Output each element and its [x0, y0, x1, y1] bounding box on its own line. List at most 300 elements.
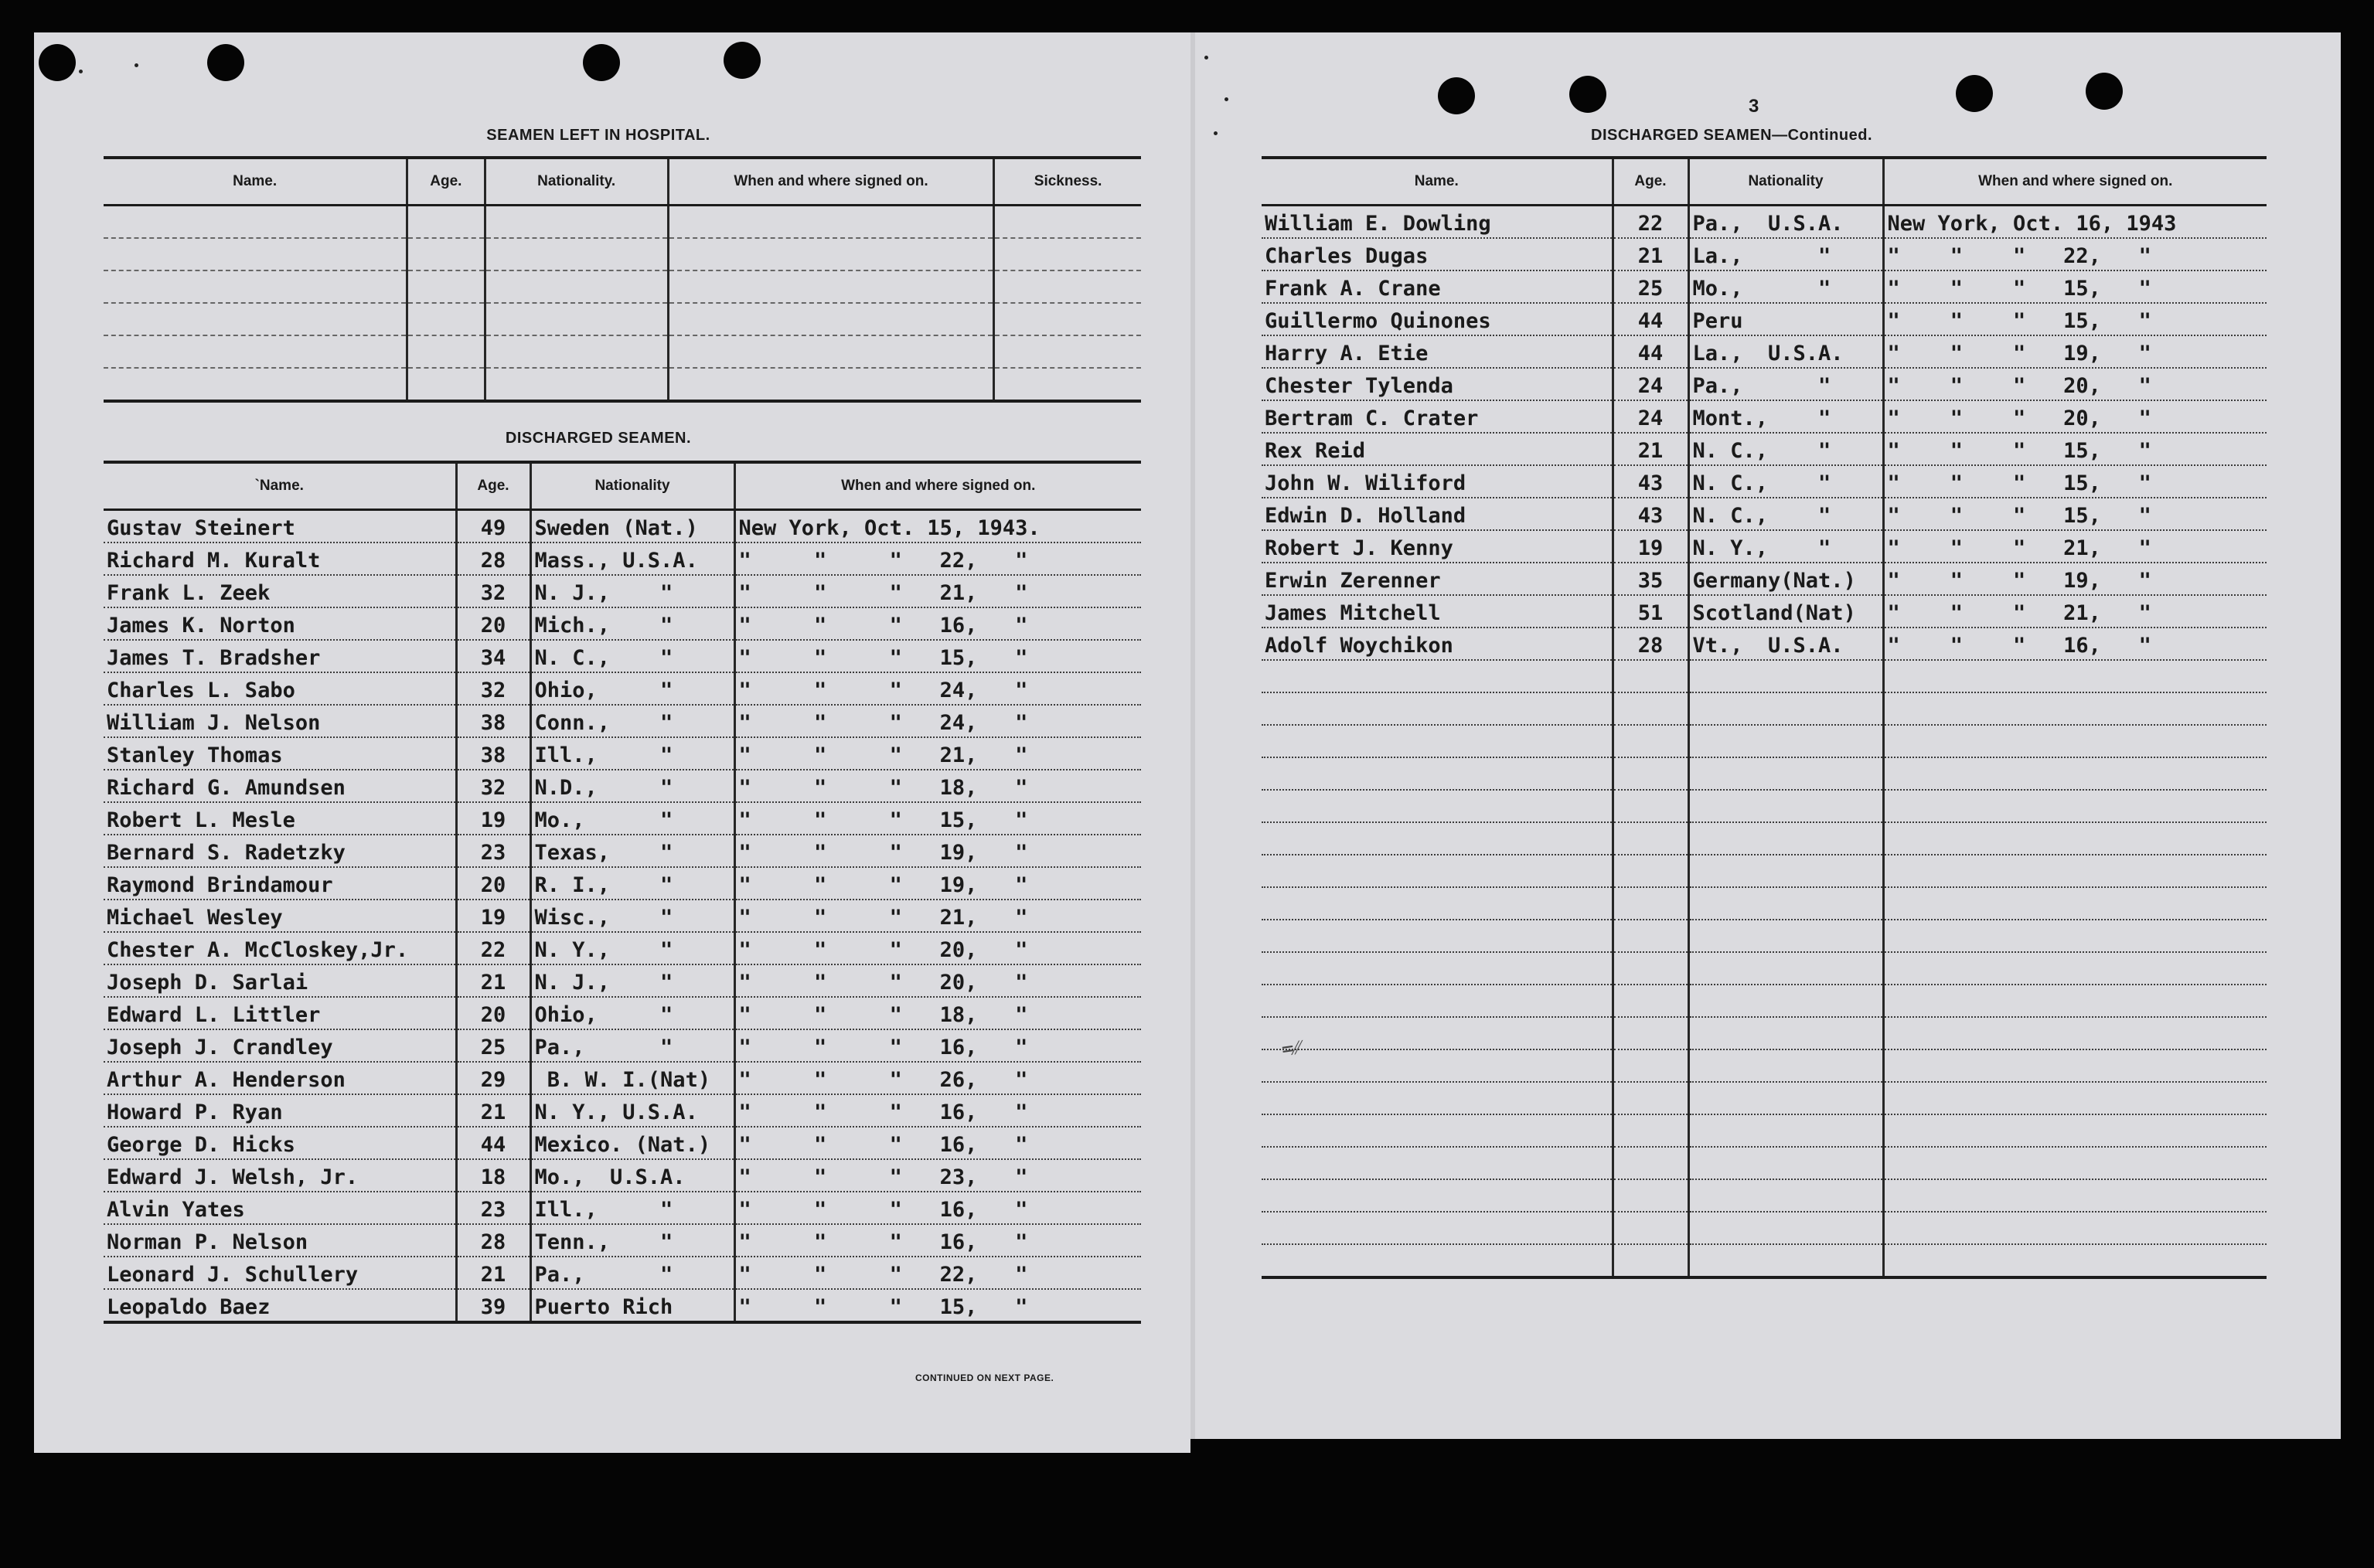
signed-on-cell: " " " 22, "	[734, 543, 1141, 575]
nationality-cell: La., "	[1688, 238, 1883, 270]
blank-cell	[994, 238, 1141, 270]
nationality-cell: Mo., U.S.A.	[530, 1159, 734, 1192]
name-cell: Harry A. Etie	[1262, 335, 1613, 368]
hospital-section-title: SEAMEN LEFT IN HOSPITAL.	[486, 127, 710, 144]
blank-cell	[1613, 1017, 1688, 1049]
pencil-mark: =⁄⁄	[1280, 1036, 1303, 1062]
blank-row	[104, 206, 1141, 239]
signed-on-cell: " " " 19, "	[1883, 335, 2267, 368]
blank-cell	[1262, 790, 1613, 822]
age-cell: 20	[456, 997, 530, 1029]
nationality-cell: Conn., "	[530, 705, 734, 737]
table-row	[1262, 270, 2267, 303]
column-header: When and where signed on.	[734, 462, 1141, 510]
age-cell: 23	[456, 835, 530, 867]
blank-cell	[1262, 692, 1613, 725]
column-header: Age.	[456, 462, 530, 510]
column-header: When and where signed on.	[1883, 158, 2267, 206]
paper-speck	[135, 63, 138, 67]
table-row	[104, 1159, 1141, 1192]
blank-row	[1262, 822, 2267, 855]
signed-on-cell: " " " 22, "	[1883, 238, 2267, 270]
blank-cell	[104, 303, 407, 335]
signed-on-cell: " " " 15, "	[1883, 498, 2267, 530]
table-row	[1262, 206, 2267, 239]
table-row	[104, 1062, 1141, 1094]
name-cell: Joseph J. Crandley	[104, 1029, 456, 1062]
blank-cell	[485, 368, 668, 401]
blank-cell	[1613, 757, 1688, 790]
blank-row	[1262, 920, 2267, 952]
blank-cell	[1688, 757, 1883, 790]
blank-cell	[104, 270, 407, 303]
blank-cell	[1613, 822, 1688, 855]
name-cell: Leopaldo Baez	[104, 1289, 456, 1322]
blank-cell	[1613, 855, 1688, 887]
blank-cell	[1688, 887, 1883, 920]
blank-cell	[1883, 1179, 2267, 1212]
nationality-cell: N. J., "	[530, 964, 734, 997]
nationality-cell: Mo., "	[1688, 270, 1883, 303]
blank-cell	[1688, 692, 1883, 725]
blank-cell	[1688, 660, 1883, 692]
signed-on-cell: " " " 24, "	[734, 705, 1141, 737]
blank-cell	[1613, 1244, 1688, 1277]
age-cell: 19	[456, 900, 530, 932]
blank-cell	[1262, 757, 1613, 790]
age-cell: 21	[456, 1094, 530, 1127]
blank-cell	[1613, 920, 1688, 952]
blank-cell	[1613, 660, 1688, 692]
blank-cell	[407, 368, 485, 401]
name-cell: Edwin D. Holland	[1262, 498, 1613, 530]
table-row	[1262, 595, 2267, 628]
paper-speck	[1214, 131, 1218, 135]
table-row	[104, 1289, 1141, 1322]
table-row	[1262, 563, 2267, 595]
nationality-cell: Mo., "	[530, 802, 734, 835]
blank-cell	[1883, 887, 2267, 920]
table-row	[104, 802, 1141, 835]
blank-cell	[1688, 725, 1883, 757]
blank-cell	[668, 238, 993, 270]
punch-hole	[2086, 73, 2123, 110]
blank-cell	[485, 335, 668, 368]
blank-cell	[1262, 887, 1613, 920]
blank-row	[1262, 725, 2267, 757]
column-header: Nationality	[1688, 158, 1883, 206]
continued-note: CONTINUED ON NEXT PAGE.	[915, 1372, 1054, 1383]
name-cell: William E. Dowling	[1262, 206, 1613, 239]
signed-on-cell: " " " 19, "	[734, 835, 1141, 867]
signed-on-cell: " " " 15, "	[734, 640, 1141, 672]
blank-cell	[668, 335, 993, 368]
blank-cell	[1883, 1114, 2267, 1147]
blank-cell	[1883, 1212, 2267, 1244]
name-cell: Howard P. Ryan	[104, 1094, 456, 1127]
age-cell: 32	[456, 575, 530, 607]
table-row	[104, 997, 1141, 1029]
blank-cell	[1262, 985, 1613, 1017]
table-row	[104, 835, 1141, 867]
blank-cell	[1262, 1212, 1613, 1244]
blank-row	[104, 335, 1141, 368]
blank-cell	[1688, 952, 1883, 985]
blank-cell	[1262, 1082, 1613, 1114]
nationality-cell: N. C., "	[530, 640, 734, 672]
name-cell: Adolf Woychikon	[1262, 628, 1613, 660]
nationality-cell: B. W. I.(Nat)	[530, 1062, 734, 1094]
blank-cell	[1883, 1017, 2267, 1049]
nationality-cell: N.D., "	[530, 770, 734, 802]
blank-cell	[1262, 725, 1613, 757]
table-row	[104, 1192, 1141, 1224]
signed-on-cell: " " " 22, "	[734, 1257, 1141, 1289]
signed-on-cell: " " " 16, "	[734, 1029, 1141, 1062]
blank-cell	[1688, 1147, 1883, 1179]
table-row	[1262, 400, 2267, 433]
table-row	[104, 867, 1141, 900]
blank-cell	[1688, 1017, 1883, 1049]
signed-on-cell: " " " 23, "	[734, 1159, 1141, 1192]
age-cell: 21	[1613, 238, 1688, 270]
blank-row	[104, 238, 1141, 270]
blank-cell	[1613, 1212, 1688, 1244]
age-cell: 44	[1613, 303, 1688, 335]
column-header: `Name.	[104, 462, 456, 510]
name-cell: James T. Bradsher	[104, 640, 456, 672]
blank-cell	[1262, 952, 1613, 985]
age-cell: 18	[456, 1159, 530, 1192]
age-cell: 29	[456, 1062, 530, 1094]
age-cell: 49	[456, 510, 530, 543]
table-row	[104, 640, 1141, 672]
blank-cell	[1262, 1017, 1613, 1049]
blank-row	[104, 368, 1141, 401]
blank-cell	[668, 270, 993, 303]
signed-on-cell: " " " 20, "	[1883, 400, 2267, 433]
name-cell: Richard M. Kuralt	[104, 543, 456, 575]
punch-hole	[1569, 76, 1606, 113]
age-cell: 44	[1613, 335, 1688, 368]
signed-on-cell: " " " 21, "	[734, 575, 1141, 607]
nationality-cell: Pa., "	[530, 1257, 734, 1289]
blank-cell	[485, 270, 668, 303]
blank-row	[1262, 1017, 2267, 1049]
age-cell: 32	[456, 672, 530, 705]
name-cell: Chester Tylenda	[1262, 368, 1613, 400]
table-row	[104, 770, 1141, 802]
nationality-cell: Wisc., "	[530, 900, 734, 932]
table-row	[1262, 465, 2267, 498]
nationality-cell: Scotland(Nat)	[1688, 595, 1883, 628]
age-cell: 35	[1613, 563, 1688, 595]
age-cell: 38	[456, 705, 530, 737]
blank-cell	[1262, 1244, 1613, 1277]
name-cell: Frank A. Crane	[1262, 270, 1613, 303]
continued-section-title: DISCHARGED SEAMEN—Continued.	[1591, 127, 1872, 144]
signed-on-cell: " " " 15, "	[734, 1289, 1141, 1322]
signed-on-cell: " " " 18, "	[734, 770, 1141, 802]
table-row	[1262, 368, 2267, 400]
nationality-cell: Pa., U.S.A.	[1688, 206, 1883, 239]
blank-cell	[1883, 952, 2267, 985]
nationality-cell: Mass., U.S.A.	[530, 543, 734, 575]
blank-cell	[1688, 920, 1883, 952]
nationality-cell: Ohio, "	[530, 672, 734, 705]
blank-row	[1262, 1147, 2267, 1179]
age-cell: 28	[456, 1224, 530, 1257]
signed-on-cell: " " " 21, "	[734, 900, 1141, 932]
blank-cell	[1262, 855, 1613, 887]
blank-cell	[1883, 985, 2267, 1017]
blank-cell	[1262, 1049, 1613, 1082]
blank-cell	[1883, 855, 2267, 887]
age-cell: 25	[456, 1029, 530, 1062]
table-row	[104, 543, 1141, 575]
signed-on-cell: " " " 26, "	[734, 1062, 1141, 1094]
signed-on-cell: " " " 16, "	[734, 607, 1141, 640]
nationality-cell: N. J., "	[530, 575, 734, 607]
column-header: Age.	[1613, 158, 1688, 206]
nationality-cell: Tenn., "	[530, 1224, 734, 1257]
blank-cell	[1688, 822, 1883, 855]
name-cell: Leonard J. Schullery	[104, 1257, 456, 1289]
page-number: 3	[1749, 96, 1759, 117]
name-cell: Edward J. Welsh, Jr.	[104, 1159, 456, 1192]
column-header: Name.	[104, 158, 407, 206]
table-row	[104, 932, 1141, 964]
age-cell: 43	[1613, 498, 1688, 530]
blank-row	[1262, 1212, 2267, 1244]
nationality-cell: N. Y., "	[530, 932, 734, 964]
blank-cell	[407, 335, 485, 368]
blank-row	[1262, 757, 2267, 790]
table-row	[1262, 498, 2267, 530]
table-row	[104, 1029, 1141, 1062]
nationality-cell: Ill., "	[530, 1192, 734, 1224]
blank-row	[1262, 952, 2267, 985]
blank-cell	[1613, 1049, 1688, 1082]
blank-cell	[1688, 985, 1883, 1017]
blank-cell	[407, 206, 485, 239]
right-page	[1190, 32, 2341, 1439]
blank-cell	[1613, 985, 1688, 1017]
paper-speck	[1204, 56, 1208, 60]
age-cell: 19	[456, 802, 530, 835]
signed-on-cell: New York, Oct. 15, 1943.	[734, 510, 1141, 543]
age-cell: 43	[1613, 465, 1688, 498]
blank-cell	[1688, 790, 1883, 822]
signed-on-cell: " " " 21, "	[734, 737, 1141, 770]
name-cell: Gustav Steinert	[104, 510, 456, 543]
nationality-cell: N. C., "	[1688, 498, 1883, 530]
blank-cell	[407, 270, 485, 303]
blank-row	[104, 303, 1141, 335]
nationality-cell: Mich., "	[530, 607, 734, 640]
name-cell: Chester A. McCloskey,Jr.	[104, 932, 456, 964]
blank-cell	[994, 335, 1141, 368]
age-cell: 38	[456, 737, 530, 770]
signed-on-cell: " " " 15, "	[1883, 433, 2267, 465]
nationality-cell: N. Y., U.S.A.	[530, 1094, 734, 1127]
column-header: Name.	[1262, 158, 1613, 206]
name-cell: George D. Hicks	[104, 1127, 456, 1159]
signed-on-cell: " " " 19, "	[1883, 563, 2267, 595]
table-row	[104, 1257, 1141, 1289]
blank-cell	[1688, 1114, 1883, 1147]
age-cell: 21	[456, 1257, 530, 1289]
blank-cell	[1883, 725, 2267, 757]
name-cell: Alvin Yates	[104, 1192, 456, 1224]
nationality-cell: Ohio, "	[530, 997, 734, 1029]
nationality-cell: Germany(Nat.)	[1688, 563, 1883, 595]
blank-cell	[1613, 692, 1688, 725]
blank-cell	[994, 270, 1141, 303]
punch-hole	[1438, 77, 1475, 114]
name-cell: Erwin Zerenner	[1262, 563, 1613, 595]
signed-on-cell: New York, Oct. 16, 1943	[1883, 206, 2267, 239]
blank-cell	[1613, 952, 1688, 985]
age-cell: 23	[456, 1192, 530, 1224]
column-header: Nationality.	[485, 158, 668, 206]
nationality-cell: N. C., "	[1688, 465, 1883, 498]
table-row	[104, 672, 1141, 705]
punch-hole	[724, 42, 761, 79]
name-cell: Robert J. Kenny	[1262, 530, 1613, 563]
blank-cell	[1688, 1212, 1883, 1244]
blank-cell	[104, 368, 407, 401]
name-cell: Raymond Brindamour	[104, 867, 456, 900]
age-cell: 20	[456, 607, 530, 640]
table-row	[104, 1094, 1141, 1127]
column-header: Sickness.	[994, 158, 1141, 206]
blank-cell	[104, 335, 407, 368]
blank-row	[1262, 692, 2267, 725]
page-gutter	[1190, 32, 1195, 1439]
blank-cell	[1883, 1147, 2267, 1179]
blank-row	[1262, 887, 2267, 920]
blank-cell	[1688, 1049, 1883, 1082]
nationality-cell: N. C., "	[1688, 433, 1883, 465]
blank-cell	[104, 238, 407, 270]
signed-on-cell: " " " 21, "	[1883, 595, 2267, 628]
signed-on-cell: " " " 20, "	[734, 964, 1141, 997]
name-cell: Charles Dugas	[1262, 238, 1613, 270]
hospital-table	[104, 156, 1141, 403]
nationality-cell: Mexico. (Nat.)	[530, 1127, 734, 1159]
blank-cell	[1613, 1082, 1688, 1114]
blank-cell	[1262, 822, 1613, 855]
blank-cell	[407, 238, 485, 270]
blank-cell	[1613, 1179, 1688, 1212]
table-row	[104, 607, 1141, 640]
blank-cell	[994, 206, 1141, 239]
blank-cell	[668, 303, 993, 335]
blank-row	[1262, 855, 2267, 887]
blank-row	[1262, 1179, 2267, 1212]
table-row	[1262, 238, 2267, 270]
signed-on-cell: " " " 15, "	[1883, 465, 2267, 498]
blank-cell	[1613, 1114, 1688, 1147]
blank-cell	[994, 303, 1141, 335]
left-page	[34, 32, 1190, 1453]
age-cell: 34	[456, 640, 530, 672]
column-header: Age.	[407, 158, 485, 206]
name-cell: William J. Nelson	[104, 705, 456, 737]
column-header: Nationality	[530, 462, 734, 510]
nationality-cell: Pa., "	[1688, 368, 1883, 400]
name-cell: Stanley Thomas	[104, 737, 456, 770]
table-row	[104, 510, 1141, 543]
blank-cell	[1688, 1179, 1883, 1212]
blank-cell	[1262, 1114, 1613, 1147]
punch-hole	[39, 44, 76, 81]
blank-cell	[1688, 855, 1883, 887]
blank-cell	[668, 368, 993, 401]
punch-hole	[207, 44, 244, 81]
nationality-cell: Vt., U.S.A.	[1688, 628, 1883, 660]
table-row	[104, 705, 1141, 737]
blank-cell	[104, 206, 407, 239]
blank-cell	[668, 206, 993, 239]
blank-row	[1262, 985, 2267, 1017]
blank-cell	[1688, 1244, 1883, 1277]
name-cell: Bernard S. Radetzky	[104, 835, 456, 867]
age-cell: 39	[456, 1289, 530, 1322]
nationality-cell: R. I., "	[530, 867, 734, 900]
table-row	[104, 900, 1141, 932]
blank-cell	[1262, 660, 1613, 692]
discharged-section-title: DISCHARGED SEAMEN.	[505, 430, 692, 447]
table-row	[104, 964, 1141, 997]
name-cell: Arthur A. Henderson	[104, 1062, 456, 1094]
blank-cell	[485, 206, 668, 239]
age-cell: 24	[1613, 400, 1688, 433]
age-cell: 20	[456, 867, 530, 900]
blank-cell	[1883, 692, 2267, 725]
blank-cell	[1883, 822, 2267, 855]
blank-cell	[1613, 725, 1688, 757]
blank-cell	[1613, 887, 1688, 920]
continued-discharged-table	[1262, 156, 2267, 1279]
blank-cell	[1883, 790, 2267, 822]
age-cell: 21	[1613, 433, 1688, 465]
name-cell: Richard G. Amundsen	[104, 770, 456, 802]
blank-row	[1262, 660, 2267, 692]
blank-row	[1262, 1244, 2267, 1277]
punch-hole	[1956, 75, 1993, 112]
blank-row	[104, 270, 1141, 303]
signed-on-cell: " " " 16, "	[734, 1127, 1141, 1159]
column-header: When and where signed on.	[668, 158, 993, 206]
table-row	[1262, 335, 2267, 368]
name-cell: John W. Wiliford	[1262, 465, 1613, 498]
age-cell: 28	[456, 543, 530, 575]
blank-row	[1262, 790, 2267, 822]
name-cell: Guillermo Quinones	[1262, 303, 1613, 335]
blank-cell	[485, 238, 668, 270]
table-row	[1262, 628, 2267, 660]
table-row	[1262, 303, 2267, 335]
name-cell: Edward L. Littler	[104, 997, 456, 1029]
signed-on-cell: " " " 24, "	[734, 672, 1141, 705]
table-row	[1262, 530, 2267, 563]
table-row	[104, 575, 1141, 607]
paper-speck	[79, 70, 83, 73]
name-cell: Norman P. Nelson	[104, 1224, 456, 1257]
age-cell: 22	[1613, 206, 1688, 239]
